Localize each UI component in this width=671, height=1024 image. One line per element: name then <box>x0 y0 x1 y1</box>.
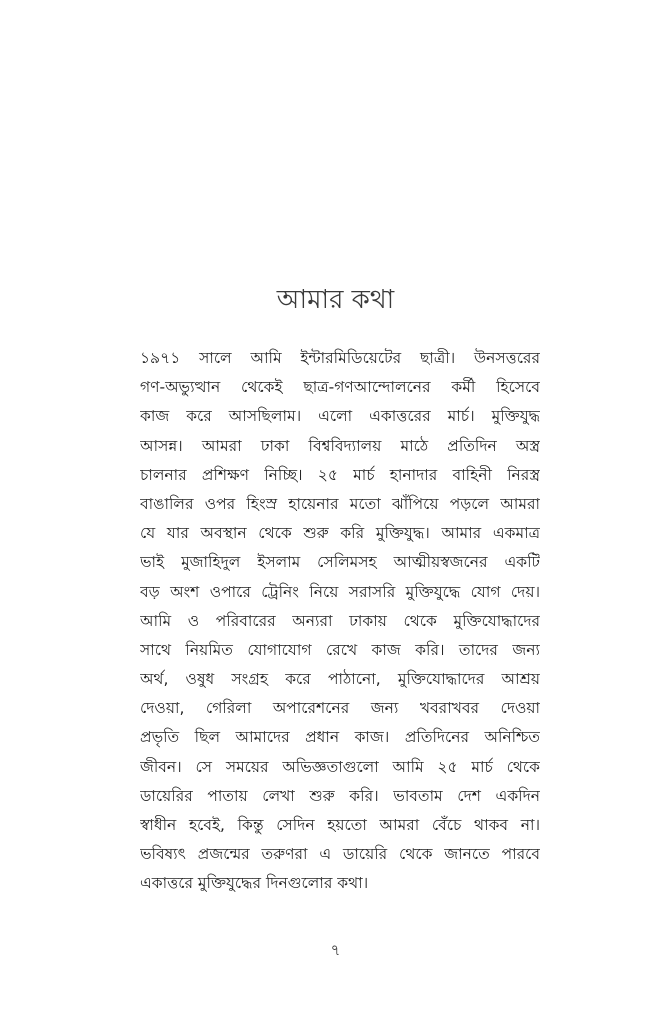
paragraph-line: যে যার অবস্থান থেকে শুরু করি মুক্তিযুদ্ধ। আমার একমাত্র <box>140 524 540 543</box>
paragraph-line: স্বাধীন হবেই, কিন্তু সেদিন হয়তো আমরা বেঁচে থাকব না। <box>140 816 540 834</box>
paragraph-line: প্রভৃতি ছিল আমাদের প্রধান কাজ। প্রতিদিনের অনিশ্চিত <box>140 728 540 747</box>
paragraph-line: ভবিষ্যৎ প্রজন্মের তরুণরা এ ডায়েরি থেকে জানতে পারবে <box>140 845 540 864</box>
page-number: ৭ <box>330 941 341 959</box>
chapter-title: আমার কথা <box>276 285 395 315</box>
paragraph-line: সাথে নিয়মিত যোগাযোগ রেখে কাজ করি। তাদের জন্য <box>140 640 540 659</box>
paragraph-line: অর্থ, ওষুধ সংগ্রহ করে পাঠানো, মুক্তিযোদ্ধাদের আশ্রয় <box>140 670 540 689</box>
paragraph-line: আমি ও পরিবারের অন্যরা ঢাকায় থেকে মুক্তিযোদ্ধাদের <box>140 611 540 630</box>
paragraph-line: আসন্ন। আমরা ঢাকা বিশ্ববিদ্যালয় মাঠে প্রতিদিন অস্ত্র <box>140 436 540 455</box>
paragraph-line: বাঙালির ওপর হিংস্র হায়েনার মতো ঝাঁপিয়ে পড়লে আমরা <box>140 494 540 513</box>
paragraph-line: দেওয়া, গেরিলা অপারেশনের জন্য খবরাখবর দেওয়া <box>140 699 540 718</box>
paragraph-line: জীবন। সে সময়ের অভিজ্ঞতাগুলো আমি ২৫ মার্চ থেকে <box>140 757 540 776</box>
paragraph-line: একাত্তরে মুক্তিযুদ্ধের দিনগুলোর কথা। <box>140 874 369 893</box>
body-paragraph <box>140 344 540 899</box>
paragraph-line: ডায়েরির পাতায় লেখা শুরু করি। ভাবতাম দেশ একদিন <box>140 786 540 805</box>
paragraph-line: কাজ করে আসছিলাম। এলো একাত্তরের মার্চ। মুক্তিযুদ্ধ <box>140 407 540 426</box>
paragraph-line: ভাই মুজাহিদুল ইসলাম সেলিমসহ আত্মীয়স্বজনের একটি <box>140 553 540 572</box>
paragraph-line: গণ-অভ্যুত্থান থেকেই ছাত্র-গণআন্দোলনের কর্মী হিসেবে <box>140 378 540 397</box>
paragraph-line: চালনার প্রশিক্ষণ নিচ্ছি। ২৫ মার্চ হানাদার বাহিনী নিরস্ত্র <box>140 465 540 484</box>
paragraph-line: বড় অংশ ওপারে ট্রেনিং নিয়ে সরাসরি মুক্তিযুদ্ধে যোগ দেয়। <box>140 582 540 601</box>
paragraph-line: ১৯৭১ সালে আমি ইন্টারমিডিয়েটের ছাত্রী। উনসত্তরের <box>140 349 540 367</box>
